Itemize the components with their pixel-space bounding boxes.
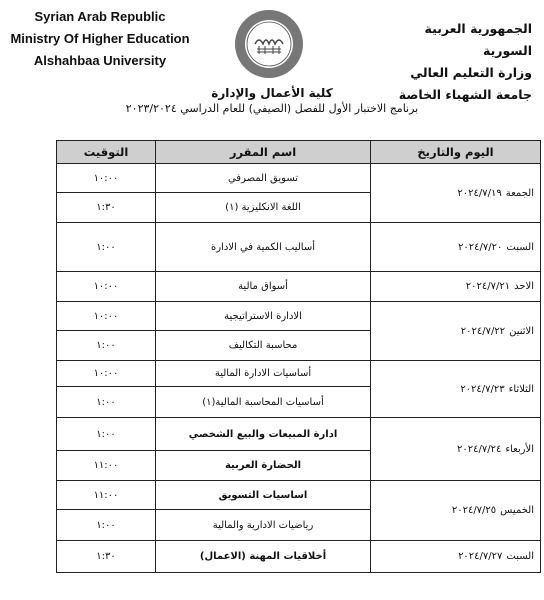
exam-time: ١:٣٠: [57, 193, 156, 223]
exam-time: ١:٠٠: [57, 387, 156, 418]
day-date-cell: [371, 541, 541, 573]
course-name: أساليب الكمية في الادارة: [156, 223, 371, 272]
english-header-line-2: Ministry Of Higher Education: [10, 31, 190, 46]
course-name: أساسيات المحاسبة المالية(١): [156, 387, 371, 418]
table-row: [57, 272, 541, 302]
column-header-course: اسم المقرر: [156, 141, 371, 164]
exam-date: ٢٠٢٤/٧/٢٤: [456, 443, 502, 455]
course-name: تسويق المصرفي: [156, 164, 371, 193]
exam-time: ١٠:٠٠: [57, 272, 156, 302]
table-row: [57, 481, 541, 510]
english-header-line-3: Alshahbaa University: [33, 53, 167, 68]
day-name: الأربعاء: [505, 443, 534, 455]
english-header-line-1: Syrian Arab Republic: [34, 9, 166, 24]
university-logo-icon: [233, 8, 305, 80]
exam-time: ١٠:٠٠: [57, 164, 156, 193]
course-name: ادارة المبيعات والبيع الشخصي: [156, 418, 371, 451]
column-header-day-date: اليوم والتاريخ: [371, 141, 541, 164]
exam-schedule-table: [56, 140, 541, 573]
day-date-cell: [371, 418, 541, 481]
exam-date: ٢٠٢٤/٧/٢٥: [451, 505, 497, 516]
exam-time: ١٠:٠٠: [57, 361, 156, 387]
arabic-header-line-1: الجمهورية العربية السورية: [424, 21, 532, 58]
course-name: محاسبة التكاليف: [156, 331, 371, 361]
day-date-cell: [371, 481, 541, 541]
day-date-cell: [371, 361, 541, 418]
exam-date: ٢٠٢٤/٧/٢٠: [458, 241, 503, 253]
course-name: رياضيات الادارية والمالية: [156, 510, 371, 541]
day-date-cell: [371, 302, 541, 361]
day-name: الاثنين: [509, 325, 534, 337]
column-header-time: التوقيت: [57, 141, 156, 164]
exam-schedule-subtitle: برنامج الاختبار الأول للفصل (الصيفي) للعام الدراسي ٢٠٢٣/٢٠٢٤: [125, 102, 419, 115]
exam-time: ١:٠٠: [57, 510, 156, 541]
course-name: أساسيات الادارة المالية: [156, 361, 371, 387]
faculty-title: كلية الأعمال والإدارة: [211, 86, 333, 100]
day-date-cell: [371, 164, 541, 223]
exam-time: ١:٠٠: [57, 223, 156, 272]
arabic-header-line-2: وزارة التعليم العالي: [410, 65, 532, 80]
exam-date: ٢٠٢٤/٧/٢٣: [460, 383, 505, 395]
exam-time: ١:٣٠: [57, 541, 156, 573]
day-date-cell: [371, 223, 541, 272]
exam-date: ٢٠٢٤/٧/٢١: [465, 281, 511, 292]
course-name: الادارة الاستراتيجية: [156, 302, 371, 331]
day-date-cell: [371, 272, 541, 302]
exam-date: ٢٠٢٤/٧/٢٢: [460, 325, 506, 337]
english-header: [0, 6, 200, 72]
course-name: الحضارة العربية: [156, 451, 371, 481]
exam-time: ١١:٠٠: [57, 451, 156, 481]
day-name: الخميس: [500, 505, 534, 516]
course-name: أسواق مالية: [156, 272, 371, 302]
course-name: اساسيات التسويق: [156, 481, 371, 510]
day-name: السبت: [506, 241, 534, 253]
course-name: اللغة الانكليزية (١): [156, 193, 371, 223]
day-name: السبت: [506, 551, 534, 562]
day-name: الاحد: [514, 281, 534, 292]
exam-time: ١١:٠٠: [57, 481, 156, 510]
exam-time: ١:٠٠: [57, 418, 156, 451]
table-row: [57, 418, 541, 451]
exam-date: ٢٠٢٤/٧/١٩: [457, 187, 502, 199]
day-name: الثلاثاء: [508, 383, 534, 395]
table-row: [57, 164, 541, 193]
table-row: [57, 361, 541, 387]
table-row: [57, 302, 541, 331]
exam-time: ١٠:٠٠: [57, 302, 156, 331]
exam-date: ٢٠٢٤/٧/٢٧: [458, 551, 503, 562]
table-row: [57, 541, 541, 573]
arabic-header-line-3: جامعة الشهباء الخاصة: [398, 87, 532, 102]
day-name: الجمعة: [505, 187, 534, 199]
table-row: [57, 223, 541, 272]
exam-time: ١:٠٠: [57, 331, 156, 361]
course-name: أخلاقيات المهنة (الاعمال): [156, 541, 371, 573]
